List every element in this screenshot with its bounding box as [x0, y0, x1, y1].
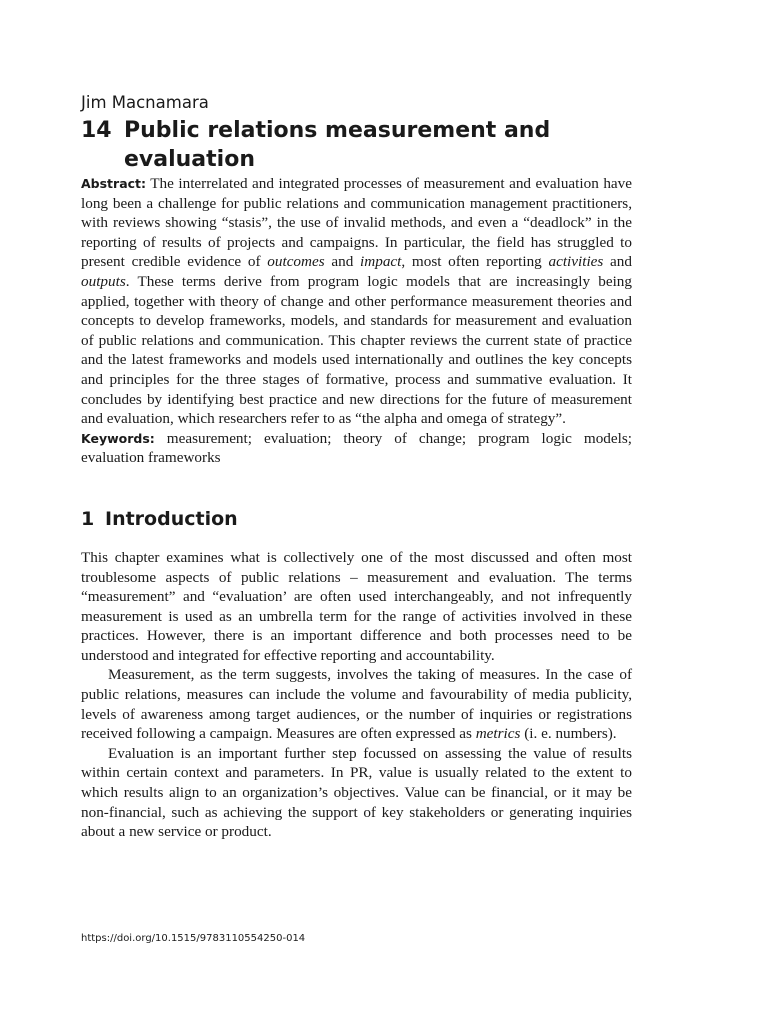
text-run: This chapter examines what is collectively one of the most discussed and often most troublesome aspects of public relations – measurement and evaluation. The terms “measurement” and “evaluation’ are often used interchangeably, and not infrequently measurement is used as an umbrella term for the range of activities involved in these practices. However, there is an important difference and both processes need to be understood and integrated for effective reporting and accountability. — [81, 548, 632, 664]
text-run: The interrelated and integrated processes of measurement and evaluation have long been a challenge for public relations and communication management practitioners, with reviews showing “stasis”, the use of invalid methods, and even a “deadlock” in the reporting of results of projects and campaigns. In particular, the field has struggled to present credible evidence of — [81, 175, 632, 271]
paragraph — [81, 665, 632, 743]
text-run: Evaluation is an important further step focussed on assessing the value of results within certain context and parameters. In PR, value is usually related to the extent to which results align to an organization’s objectives. Value can be financial, or it may be non-financial, such as achieving the support of key stakeholders or generating inquiries about a new service or product. — [81, 744, 632, 841]
text-run: . These terms derive from program logic models that are increasingly being applied, together with theory of change and other performance measurement theories and concepts to develop frameworks, models, and standards for measurement and evaluation of public relations and communication. This chapter reviews the current state of practice and the latest frameworks and models used internationally and outlines the key concepts and principles for the three stages of formative, process and summative evaluation. It concludes by identifying best practice and new directions for the future of measurement and evaluation, which researchers refer to as “the alpha and omega of strategy”. — [81, 272, 632, 428]
text-run: , most often reporting — [401, 253, 549, 271]
chapter-title-text: Public relations measurement and evaluation — [124, 118, 551, 172]
abstract-label: Abstract: — [81, 176, 147, 191]
italic-term: outputs — [81, 272, 126, 290]
author-name: Jim Macnamara — [81, 93, 209, 112]
keywords-text: measurement; evaluation; theory of change; program logic models; evaluation frameworks — [81, 429, 632, 467]
italic-term: outcomes — [267, 253, 325, 271]
text-run: (i. e. numbers). — [520, 725, 617, 743]
section-heading — [81, 506, 632, 532]
italic-term: impact — [360, 253, 402, 271]
section-number: 1 — [81, 507, 95, 530]
keywords — [81, 429, 632, 468]
doi-link[interactable]: https://doi.org/10.1515/9783110554250-014 — [81, 933, 306, 944]
abstract-text — [81, 175, 632, 427]
abstract — [81, 174, 632, 429]
italic-term: metrics — [475, 725, 521, 743]
italic-term: activities — [548, 253, 604, 271]
paragraph — [81, 548, 632, 666]
keywords-label: Keywords: — [81, 430, 155, 446]
introduction-body — [81, 548, 632, 842]
chapter-number: 14 — [81, 118, 112, 143]
text-run: Measurement, as the term suggests, involves the taking of measures. In the case of public relations, measures can include the volume and favourability of media publicity, levels of awareness among target audiences, or the number of inquiries or registrations received following a campaign. Measures are often expressed as — [81, 666, 632, 743]
chapter-title — [81, 116, 632, 174]
section-title-text: Introduction — [105, 507, 238, 530]
page-content — [81, 92, 632, 842]
text-run: and — [603, 253, 632, 271]
paragraph — [81, 744, 632, 842]
text-run: and — [324, 253, 361, 271]
